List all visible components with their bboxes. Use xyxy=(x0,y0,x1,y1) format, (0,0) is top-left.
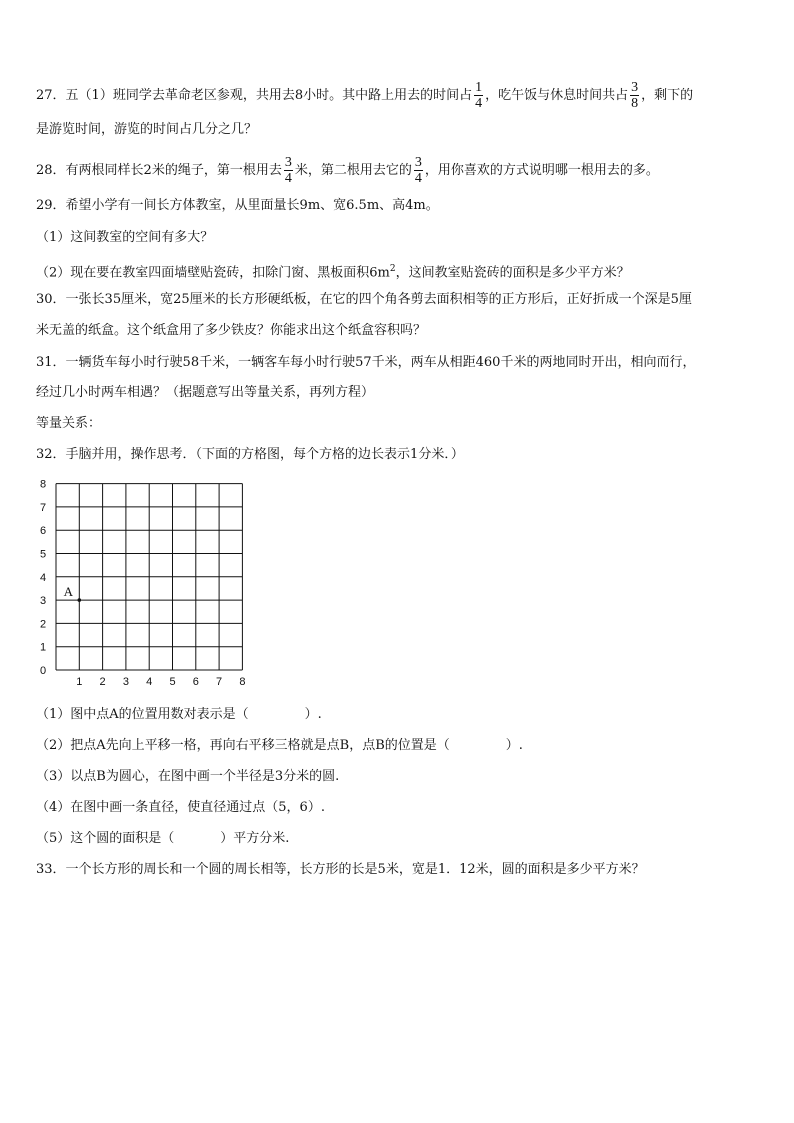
y-tick-label: 8 xyxy=(39,478,47,491)
point-a-label: A xyxy=(63,584,73,600)
question-32-sub2-text-b: ）. xyxy=(505,738,523,753)
question-32-sub1 xyxy=(36,705,764,725)
equation-relation-label: 等量关系： xyxy=(36,416,102,431)
question-28 xyxy=(36,155,764,186)
coordinate-grid xyxy=(36,476,256,691)
question-32-sub2-text-a: （2）把点A先向上平移一格，再向右平移三格就是点B，点B的位置是（ xyxy=(36,738,450,753)
x-tick-label: 6 xyxy=(192,676,199,688)
question-27-line2: 是游览时间，游览的时间占几分之几？ xyxy=(36,122,258,137)
question-32 xyxy=(36,445,764,465)
question-29-text: 希望小学有一间长方体教室，从里面量长9m、宽6.5m、高4m。 xyxy=(65,198,439,213)
question-31-number: 31． xyxy=(36,355,66,370)
x-tick-label: 7 xyxy=(216,676,223,688)
question-32-sub1-text-a: （1）图中点A的位置用数对表示是（ xyxy=(36,707,249,722)
fraction-denominator: 4 xyxy=(475,96,483,111)
fraction-numerator: 1 xyxy=(475,80,483,95)
question-32-sub2 xyxy=(36,736,764,756)
x-tick-label: 3 xyxy=(122,676,129,688)
question-32-sub5-text-b: ）平方分米. xyxy=(220,831,290,846)
question-33 xyxy=(36,860,764,880)
question-28-text-b: 米，第二根用去它的 xyxy=(294,163,412,178)
question-31-line1 xyxy=(36,353,764,373)
question-32-sub5 xyxy=(36,829,764,849)
question-31-line2: 经过几小时两车相遇？（据题意写出等量关系，再列方程） xyxy=(36,385,375,400)
question-30-number: 30． xyxy=(36,292,66,307)
question-30-line2: 米无盖的纸盒。这个纸盒用了多少铁皮？你能求出这个纸盒容积吗？ xyxy=(36,323,427,338)
y-tick-label: 4 xyxy=(39,571,47,584)
y-tick-label: 5 xyxy=(39,548,47,561)
question-27-number: 27． xyxy=(36,88,66,103)
question-29-sub1: （1）这间教室的空间有多大？ xyxy=(36,230,214,245)
question-28-text-a: 有两根同样长2米的绳子，第一根用去 xyxy=(65,163,282,178)
point-a-dot xyxy=(78,598,82,602)
question-33-number: 33． xyxy=(36,862,66,877)
y-tick-label: 6 xyxy=(39,525,47,538)
question-29-number: 29． xyxy=(36,198,66,213)
point-a xyxy=(64,584,81,602)
question-32-sub3: （3）以点B为圆心，在图中画一个半径是3分米的圆. xyxy=(36,769,340,784)
fraction-numerator: 3 xyxy=(284,155,292,170)
question-27-line1 xyxy=(36,80,764,111)
fraction-denominator: 4 xyxy=(414,171,422,186)
fraction-1-4 xyxy=(474,80,483,111)
question-32-text: 手脑并用，操作思考．（下面的方格图，每个方格的边长表示1分米．） xyxy=(65,447,464,462)
x-tick-label: 1 xyxy=(76,676,83,688)
y-tick-label: 2 xyxy=(39,618,47,631)
fraction-3-4 xyxy=(284,155,293,186)
question-29-sub2-text-b: ，这间教室贴瓷砖的面积是多少平方米？ xyxy=(395,265,630,281)
question-32-sub5-text-a: （5）这个圆的面积是（ xyxy=(36,831,175,846)
question-31-text: 一辆货车每小时行驶58千米，一辆客车每小时行驶57千米，两车从相距460千米的两地同时开出，相向而行， xyxy=(65,355,696,370)
question-29-sub2 xyxy=(36,259,764,283)
x-tick-label: 5 xyxy=(169,676,176,688)
question-32-number: 32． xyxy=(36,447,66,462)
x-tick-label: 2 xyxy=(99,676,106,688)
y-tick-label: 0 xyxy=(39,665,47,677)
fraction-numerator: 3 xyxy=(414,155,422,170)
fraction-3-4 xyxy=(414,155,423,186)
x-tick-label: 4 xyxy=(146,676,153,688)
question-28-number: 28． xyxy=(36,163,66,178)
question-27-text-c: ，剩下的 xyxy=(641,88,694,103)
fraction-3-8 xyxy=(630,80,639,111)
question-33-text: 一个长方形的周长和一个圆的周长相等，长方形的长是5米，宽是1．12米，圆的面积是多少平方米？ xyxy=(65,862,645,877)
grid-lines xyxy=(56,484,242,670)
x-tick-label: 8 xyxy=(239,676,246,688)
square-superscript: 2 xyxy=(389,264,396,274)
question-30-line1 xyxy=(36,290,764,310)
question-30-text: 一张长35厘米，宽25厘米的长方形硬纸板，在它的四个角各剪去面积相等的正方形后，正好折成一个深是5厘 xyxy=(65,292,692,307)
question-32-sub1-text-b: ）. xyxy=(304,707,322,722)
question-27-text-a: 五（1）班同学去革命老区参观，共用去8小时。其中路上用去的时间占 xyxy=(65,88,473,103)
fraction-denominator: 8 xyxy=(631,96,639,111)
y-tick-label: 3 xyxy=(39,595,47,608)
question-27-text-b: ，吃午饭与休息时间共占 xyxy=(485,88,629,103)
question-32-sub4: （4）在图中画一条直径，使直径通过点（5，6）. xyxy=(36,800,325,815)
y-tick-label: 7 xyxy=(39,501,47,514)
question-28-text-c: ，用你喜欢的方式说明哪一根用去的多。 xyxy=(424,163,659,178)
fraction-numerator: 3 xyxy=(631,80,639,95)
question-29-sub2-text-a: （2）现在要在教室四面墙壁贴瓷砖，扣除门窗、黑板面积6m xyxy=(36,265,390,281)
fraction-denominator: 4 xyxy=(284,171,292,186)
y-tick-label: 1 xyxy=(39,641,47,654)
question-29 xyxy=(36,196,764,216)
